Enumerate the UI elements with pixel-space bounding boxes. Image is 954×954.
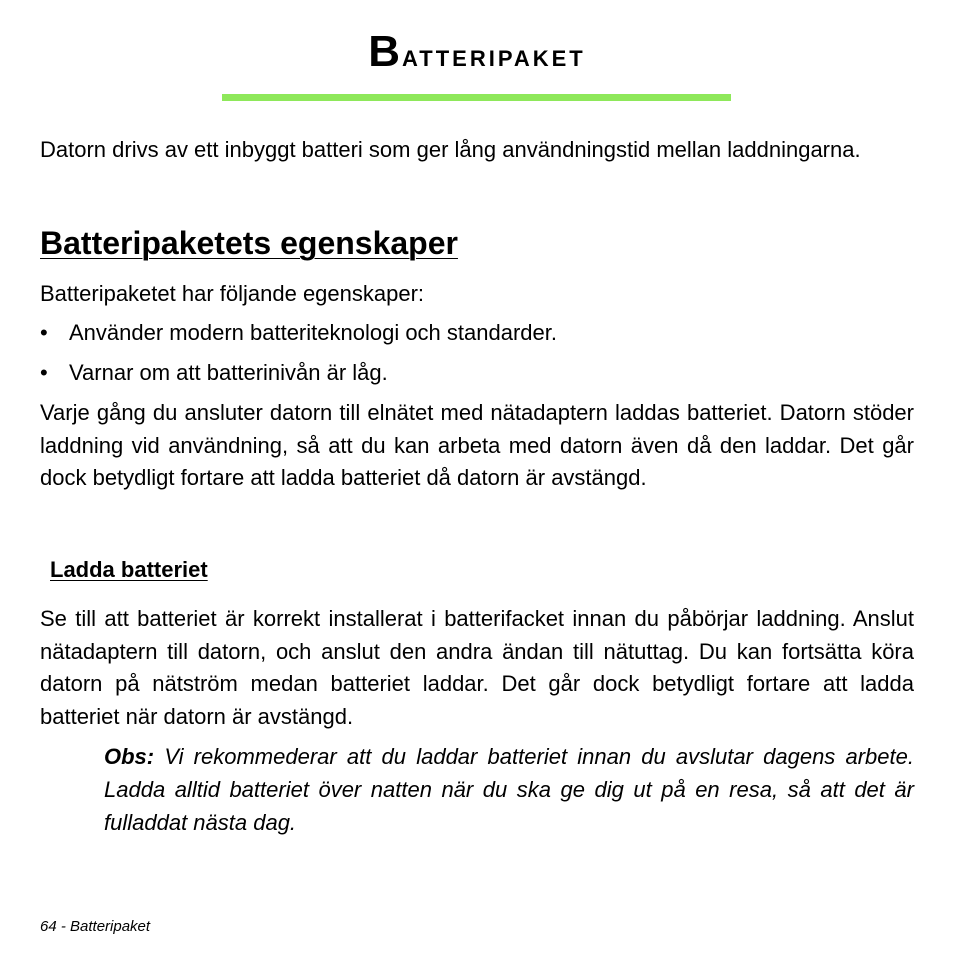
features-body-paragraph: Varje gång du ansluter datorn till elnätet med nätadaptern laddas batteriet. Datorn stöder laddning vid användning, så att du kan arbeta med datorn även då den laddar. Det går dock betydligt fortare att ladda batteriet då datorn är avstängd.: [40, 400, 914, 490]
bullet-text: Varnar om att batterinivån är låg.: [69, 360, 388, 385]
page-title-rest: atteripaket: [402, 37, 586, 73]
charge-heading: Ladda batteriet: [50, 557, 208, 582]
charge-body-paragraph: Se till att batteriet är korrekt installerat i batterifacket innan du påbörjar laddning. Anslut nätadaptern till datorn, och anslut den andra ändan till nätuttag. Du kan fortsätta köra datorn på nätström medan batteriet laddar. Det går dock betydligt fortare att ladda batteriet när datorn är avstängd.: [40, 606, 914, 729]
features-heading: Batteripaketets egenskaper: [40, 225, 458, 261]
bullet-text: Använder modern batteriteknologi och standarder.: [69, 320, 557, 345]
intro-paragraph: Datorn drivs av ett inbyggt batteri som ger lång användningstid mellan laddningarna.: [40, 137, 861, 162]
page-title-initial: B: [368, 27, 403, 76]
page-title: [0, 26, 954, 79]
note-label: Obs:: [104, 744, 155, 769]
note-text: Vi rekommederar att du laddar batteriet innan du avslutar dagens arbete. Ladda alltid batteriet över natten när du ska ge dig ut på en resa, så att det är fulladdat nästa dag.: [104, 744, 914, 835]
note-paragraph: [104, 740, 914, 839]
title-underline-rule: [222, 94, 731, 101]
bullet-marker: •: [40, 360, 48, 385]
bullet-marker: •: [40, 320, 48, 345]
page-footer: 64 - Batteripaket: [40, 918, 151, 935]
features-lead: Batteripaketet har följande egenskaper:: [40, 281, 425, 306]
